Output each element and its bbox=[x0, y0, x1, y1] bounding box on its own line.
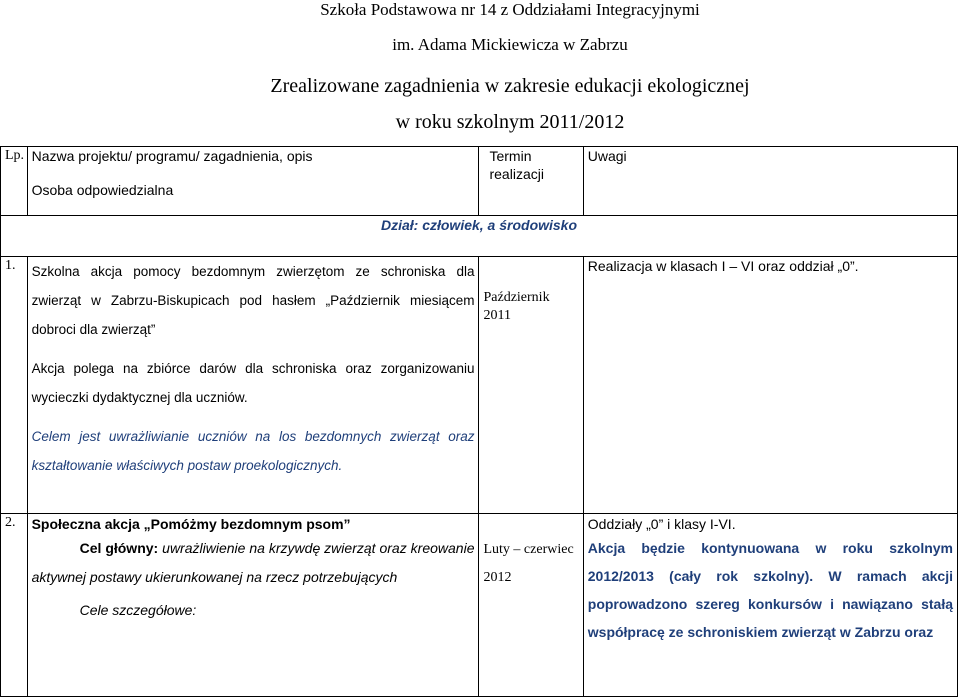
row-description bbox=[27, 514, 479, 697]
school-name-line2: im. Adama Mickiewicza w Zabrzu bbox=[392, 35, 628, 54]
row-description-details: Akcja polega na zbiórce darów dla schroniska oraz zorganizowaniu wycieczki dydaktycznej dla uczniów. bbox=[31, 361, 475, 405]
header-name-line2: Osoba odpowiedzialna bbox=[31, 182, 174, 198]
header-lp: Lp. bbox=[1, 147, 28, 216]
table-row bbox=[1, 257, 958, 514]
table-row bbox=[1, 514, 958, 697]
row-term: Październik 2011 bbox=[479, 257, 583, 514]
row-title: Społeczna akcja „Pomóżmy bezdomnym psom” bbox=[31, 516, 351, 532]
topics-table bbox=[0, 146, 958, 697]
header-term: Termin realizacji bbox=[479, 147, 583, 216]
section-row bbox=[1, 216, 958, 257]
row-notes: Realizacja w klasach I – VI oraz oddział „0”. bbox=[583, 257, 957, 514]
row-notes-line1: Oddziały „0” i klasy I-VI. bbox=[587, 516, 736, 532]
section-title: Dział: człowiek, a środowisko bbox=[1, 216, 958, 257]
row-lp: 1. bbox=[1, 257, 28, 514]
document-title: Zrealizowane zagadnienia w zakresie edukacji ekologicznej bbox=[270, 75, 750, 97]
document-subtitle: w roku szkolnym 2011/2012 bbox=[395, 111, 625, 133]
specific-goals-label: Cele szczegółowe: bbox=[79, 602, 197, 618]
goal-text: uwrażliwienie na krzywdę zwierząt oraz kreowanie aktywnej postawy ukierunkowanej na rzecz potrzebujących bbox=[31, 540, 475, 585]
row-description bbox=[27, 257, 479, 514]
school-name-line1: Szkoła Podstawowa nr 14 z Oddziałami Integracyjnymi bbox=[320, 0, 700, 19]
header-name bbox=[27, 147, 479, 216]
header-name-line1: Nazwa projektu/ programu/ zagadnienia, opis bbox=[31, 148, 313, 164]
row-lp: 2. bbox=[1, 514, 28, 697]
row-goal bbox=[32, 534, 475, 592]
row-term: Luty – czerwiec 2012 bbox=[479, 514, 583, 697]
row-description-goal: Celem jest uwrażliwianie uczniów na los bezdomnych zwierząt oraz kształtowanie właściwych postaw proekologicznych. bbox=[31, 429, 475, 473]
table-header-row bbox=[1, 147, 958, 216]
goal-label: Cel główny: bbox=[79, 540, 159, 556]
row-description-main: Szkolna akcja pomocy bezdomnym zwierzętom ze schroniska dla zwierząt w Zabrzu-Biskupicach pod hasłem „Październik miesiącem dobroci dla zwierząt” bbox=[31, 264, 475, 337]
row-notes-line2: Akcja będzie kontynuowana w roku szkolnym 2012/2013 (cały rok szkolny). W ramach akcji poprowadzono szereg konkursów i nawiązano stałą współpracę ze schroniskiem zwierząt w Zabrzu oraz bbox=[587, 540, 953, 640]
row-notes bbox=[583, 514, 957, 697]
header-notes: Uwagi bbox=[583, 147, 957, 216]
